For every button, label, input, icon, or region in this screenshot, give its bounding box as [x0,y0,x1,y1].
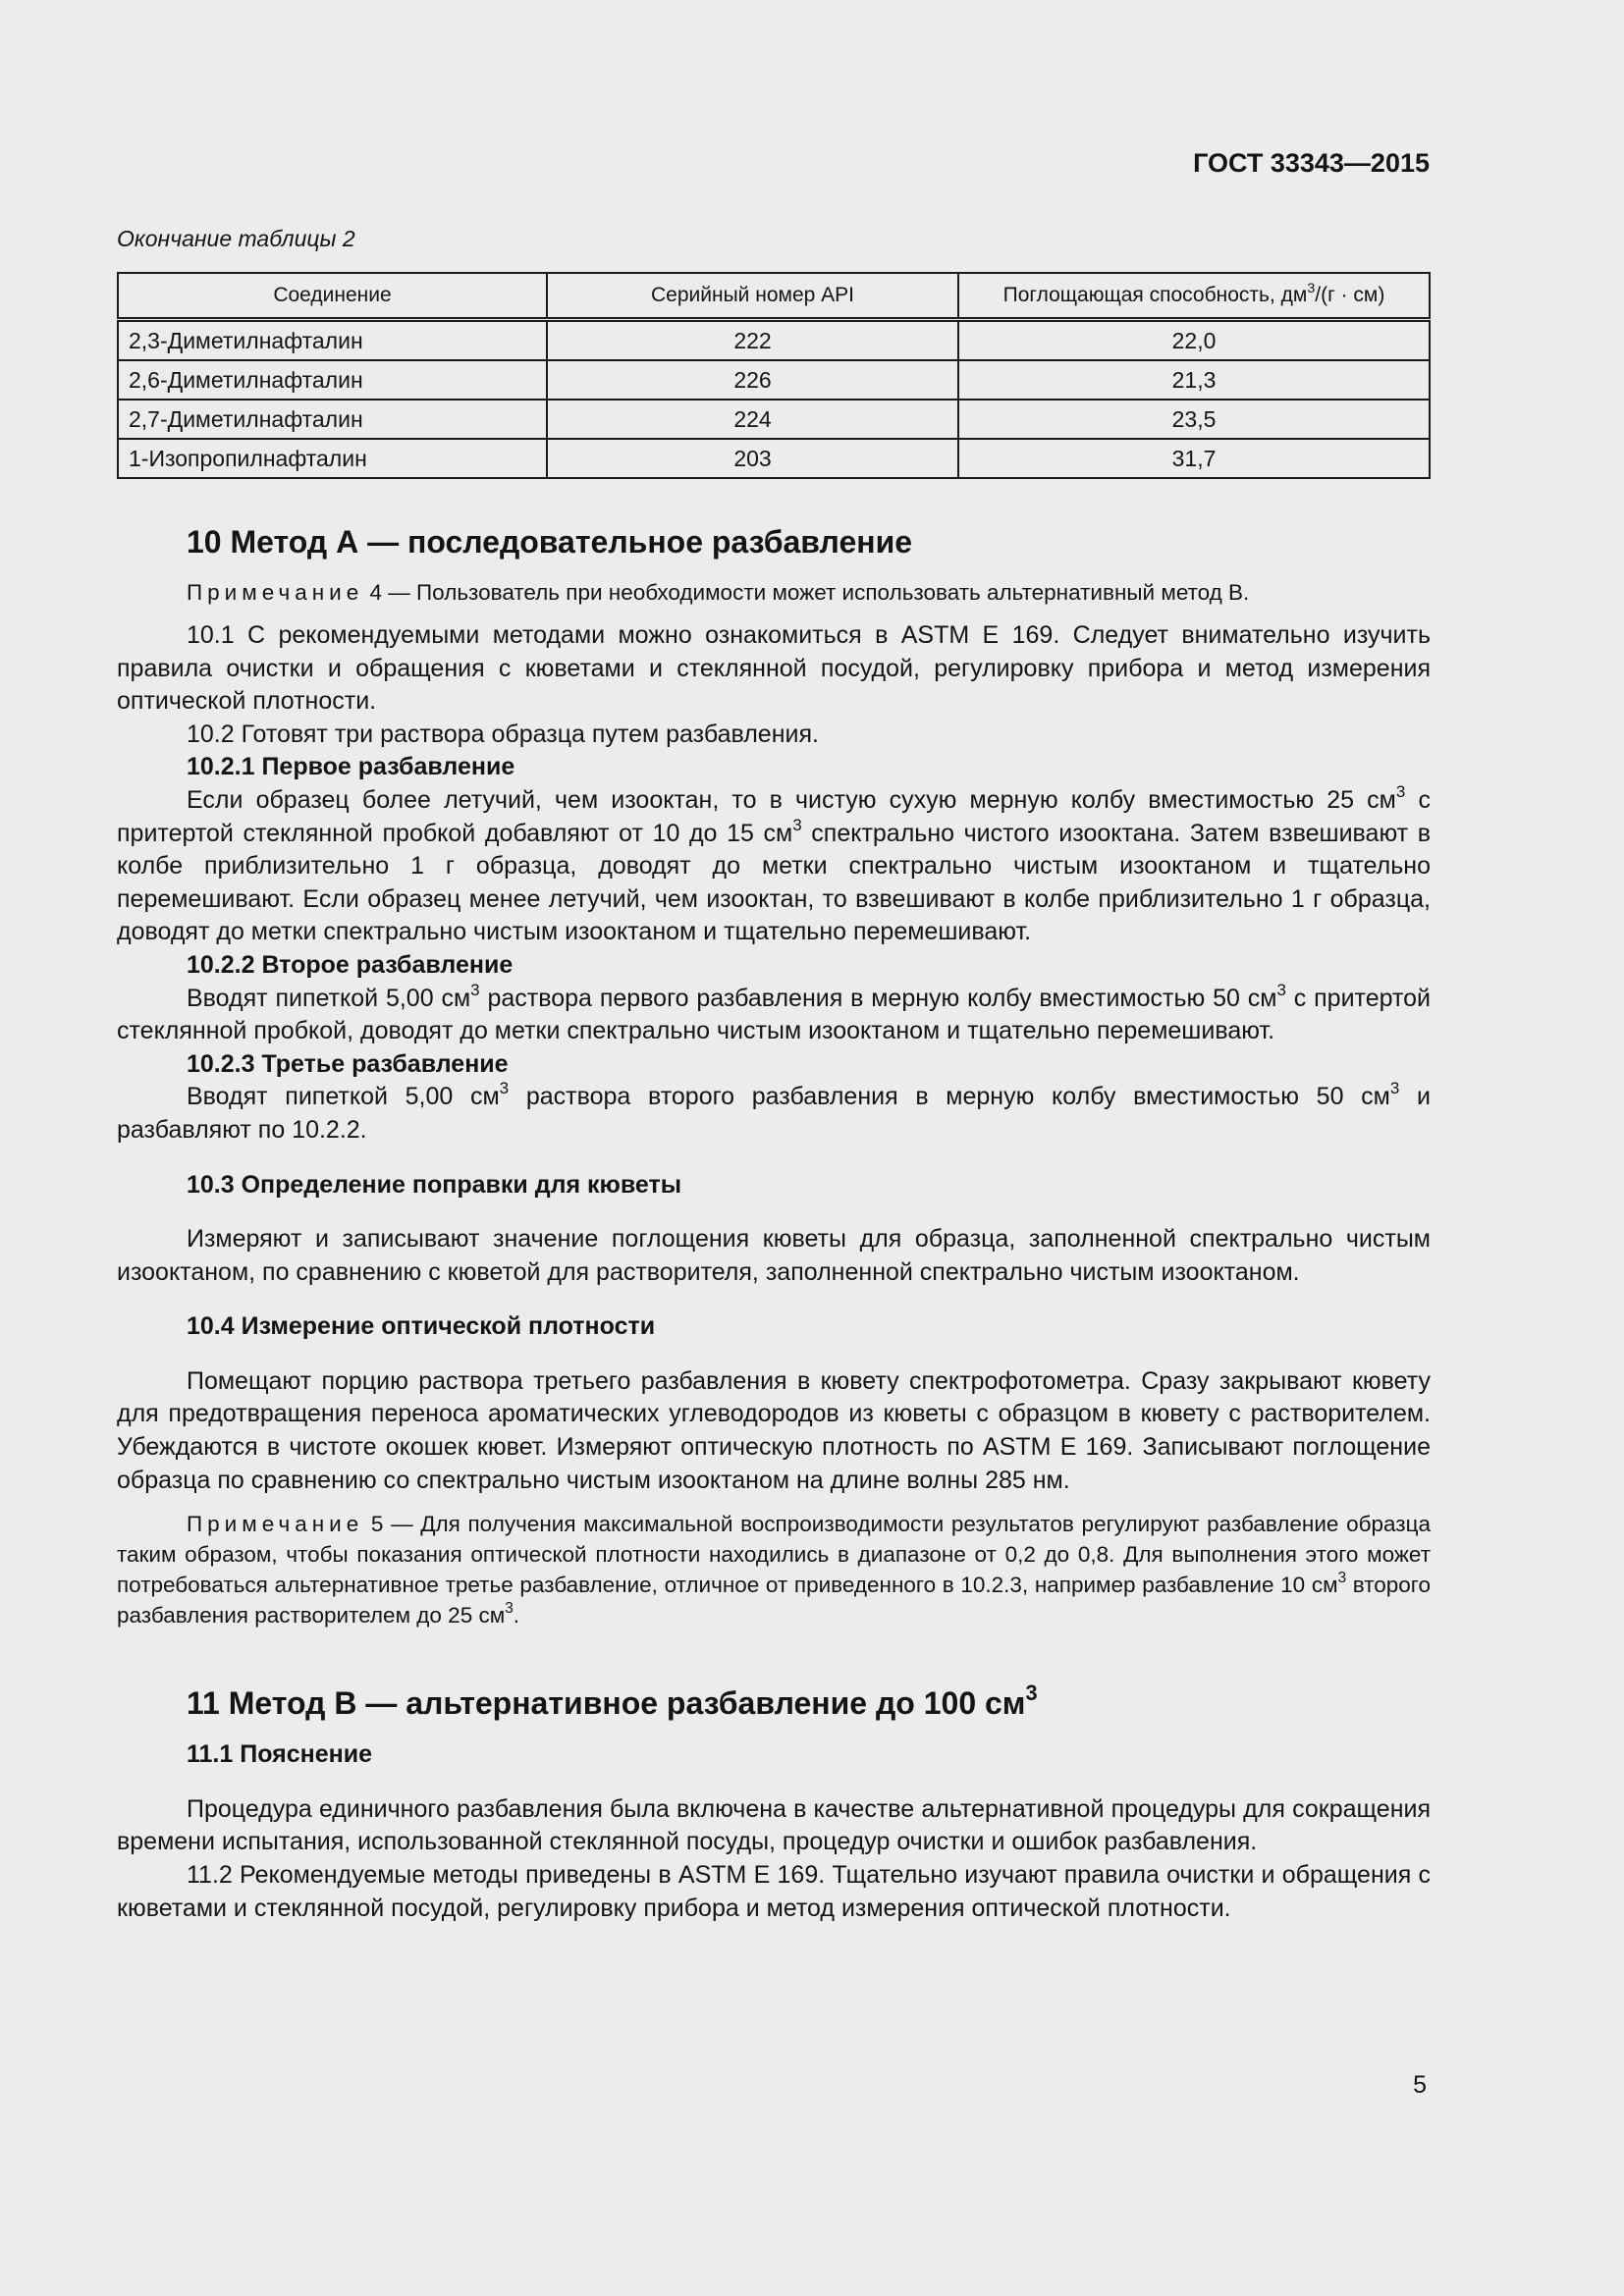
note-4: Примечание 4 — Пользователь при необходимости может использовать альтернативный метод В. [187,580,1250,605]
table-row [118,320,1430,361]
col-header-absorptivity: Поглощающая способность, $дм^3/(г \cdot см)$ [958,273,1430,320]
document-id: ГОСТ 33343—2015 [1193,148,1430,178]
section-10-title: 10 Метод А — последовательное разбавление [187,524,913,560]
cell-compound: 2,7-Диметилнафталин [118,400,547,439]
paragraph-10-4: Помещают порцию раствора третьего разбавления в кювету спектрофотометра. Сразу закрывают кювету для предотвращения переноса ароматических углеводородов из кюветы с образцом в кювету с растворителем. Убеждаются в чистоте окошек кювет. Измеряют оптическую плотность по ASTM E 169. Записывают поглощение образца по сравнению со спектрально чистым изооктаном на длине волны 285 нм. [117,1366,1431,1494]
cell-absorptivity: 23,5 [958,400,1430,439]
paragraph-11-2: 11.2 Рекомендуемые методы приведены в ASTM E 169. Тщательно изучают правила очистки и обращения с кюветами и стеклянной посудой, регулировку прибора и метод измерения оптической плотности. [117,1861,1431,1922]
table-row [118,439,1430,478]
heading-10-2-1: 10.2.1 Первое разбавление [187,753,515,781]
heading-11-1: 11.1 Пояснение [187,1740,373,1769]
heading-10-2-2: 10.2.2 Второе разбавление [187,950,514,979]
cell-compound: 1-Изопропилнафталин [118,439,547,478]
col-header-api-number: Серийный номер API [547,273,958,320]
table-row [118,400,1430,439]
cell-api-number: 224 [547,400,958,439]
cell-compound: 2,3-Диметилнафталин [118,320,547,361]
table-row [118,360,1430,400]
table-header-row [118,273,1430,320]
paragraph-10-2-1: Если образец более летучий, чем изооктан, то в чистую сухую мерную колбу вместимостью 25 $см^3$ с притертой стеклянной пробкой добавляют от 10 до 15 $см^3$ спектрально чистого изооктана. Затем взвешивают в колбе приблизительно 1 г образца, доводят до метки спектрально чистым изооктаном и тщательно перемешивают. Если образец менее летучий, чем изооктан, то взвешивают в колбе приблизительно 1 г образца, доводят до метки спектрально чистым изооктаном и тщательно перемешивают. [117,781,1432,946]
document-body [117,520,1431,1925]
paragraph-10-3: Измеряют и записывают значение поглощения кюветы для образца, заполненной спектрально чистым изооктаном, по сравнению с кюветой для растворителя, заполненной спектрально чистым изооктаном. [117,1225,1431,1286]
table-caption: Окончание таблицы 2 [117,226,355,251]
cell-absorptivity: 31,7 [958,439,1430,478]
note-5: Примечание 5 — Для получения максимальной воспроизводимости результатов регулируют разбавление образца таким образом, чтобы показания оптической плотности находились в диапазоне от 0,2 до 0,8. Для выполнения этого может потребоваться альтернативное третье разбавление, отличное от приведенного в 10.2.3, например разбавление 10 $см^3$ второго разбавления растворителем до 25 $см^3$. [117,1512,1432,1629]
cell-compound: 2,6-Диметилнафталин [118,360,547,400]
heading-10-3: 10.3 Определение поправки для кюветы [187,1170,682,1199]
cell-api-number: 203 [547,439,958,478]
cell-api-number: 222 [547,320,958,361]
page-number: 5 [1413,2071,1427,2099]
cell-absorptivity: 21,3 [958,360,1430,400]
paragraph-11-1: Процедура единичного разбавления была включена в качестве альтернативной процедуры для сокращения времени испытания, использованной стеклянной посуды, процедур очистки и ошибок разбавления. [117,1794,1431,1856]
paragraph-10-1: 10.1 С рекомендуемыми методами можно ознакомиться в ASTM E 169. Следует внимательно изучить правила очистки и обращения с кюветами и стеклянной посудой, регулировку прибора и метод измерения оптической плотности. [117,621,1431,716]
paragraph-10-2-3: Вводят пипеткой 5,00 $см^3$ раствора второго разбавления в мерную колбу вместимостью 50 $см^3$ и разбавляют по 10.2.2. [117,1079,1431,1144]
paragraph-10-2-2: Вводят пипеткой 5,00 $см^3$ раствора первого разбавления в мерную колбу вместимостью 50 $см^3$ с притертой стеклянной пробкой, доводят до метки спектрально чистым изооктаном и тщательно перемешивают. [117,980,1431,1045]
absorptivity-table [117,272,1431,479]
paragraph-10-2: 10.2 Готовят три раствора образца путем разбавления. [187,720,819,748]
heading-10-2-3: 10.2.3 Третье разбавление [187,1049,509,1078]
heading-10-4: 10.4 Измерение оптической плотности [187,1312,656,1341]
col-header-compound: Соединение [118,273,547,320]
section-11-title: 11 Метод В — альтернативное разбавление до 100 $см^3$ [187,1681,1038,1722]
cell-api-number: 226 [547,360,958,400]
cell-absorptivity: 22,0 [958,320,1430,361]
